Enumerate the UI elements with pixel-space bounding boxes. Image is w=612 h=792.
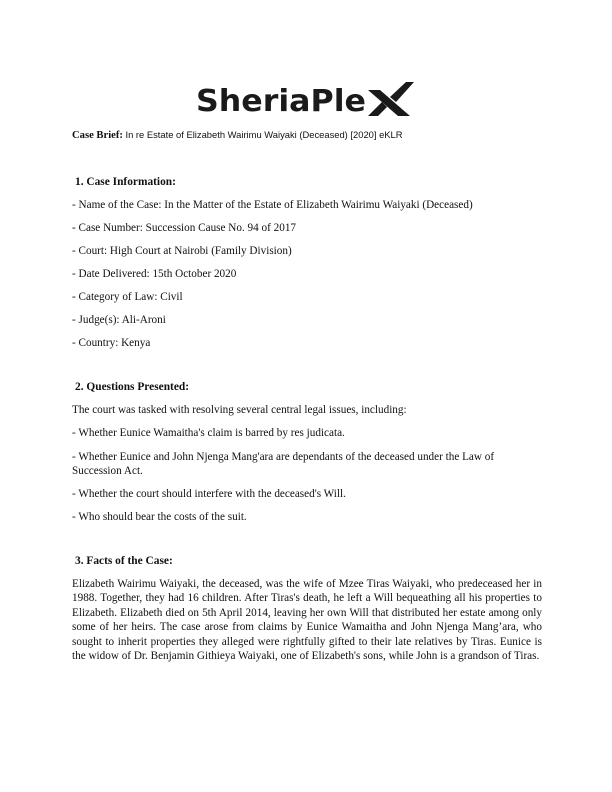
- question-item-costs: - Who should bear the costs of the suit.: [72, 511, 247, 523]
- logo-x-mark: [368, 82, 414, 116]
- facts-paragraph: Elizabeth Wairimu Waiyaki, the deceased, was the wife of Mzee Tiras Waiyaki, who predeceased her in 1988. Together, they had 16 children. After Tiras's death, he left a Will bequeathing all his properties to Elizabeth. Elizabeth died on 5th April 2014, leaving her own Will that distributed her estate among only some of her heirs. The case arose from claims by Eunice Wamaitha and John Njenga Mang’ara, who sought to inherit properties they alleged were rightfully gifted to their late relatives by Tiras. Eunice is the widow of Dr. Benjamin Githieya Waiyaki, one of Elizabeth's sons, while John is a grandson of Tiras.: [72, 578, 542, 663]
- info-item-category: - Category of Law: Civil: [72, 291, 183, 303]
- sheriaplex-logo: [196, 78, 416, 120]
- case-brief-label: Case Brief:: [72, 130, 123, 141]
- questions-presented-heading: 2. Questions Presented:: [75, 381, 190, 393]
- facts-heading: 3. Facts of the Case:: [75, 555, 173, 567]
- case-brief-title: In re Estate of Elizabeth Wairimu Waiyaki (Deceased) [2020] eKLR: [125, 129, 403, 140]
- info-item-court: - Court: High Court at Nairobi (Family Division): [72, 245, 292, 257]
- sheriaplex-logo-graphic: [196, 78, 416, 120]
- questions-intro: The court was tasked with resolving several central legal issues, including:: [72, 404, 407, 416]
- info-item-case-number: - Case Number: Succession Cause No. 94 of 2017: [72, 222, 297, 234]
- question-item-will: - Whether the court should interfere with the deceased's Will.: [72, 488, 346, 500]
- question-item-res-judicata: - Whether Eunice Wamaitha's claim is barred by res judicata.: [72, 427, 345, 439]
- info-item-country: - Country: Kenya: [72, 337, 151, 349]
- case-brief-line: [72, 129, 403, 141]
- logo-wordmark: SheriaPle: [196, 84, 366, 119]
- info-item-date: - Date Delivered: 15th October 2020: [72, 268, 237, 280]
- info-item-name: - Name of the Case: In the Matter of the Estate of Elizabeth Wairimu Waiyaki (Deceased): [72, 199, 473, 211]
- case-information-heading: 1. Case Information:: [75, 176, 176, 188]
- question-item-dependants: - Whether Eunice and John Njenga Mang'ara are dependants of the deceased under the Law of Succession Act.: [72, 451, 495, 478]
- info-item-judge: - Judge(s): Ali-Aroni: [72, 314, 166, 326]
